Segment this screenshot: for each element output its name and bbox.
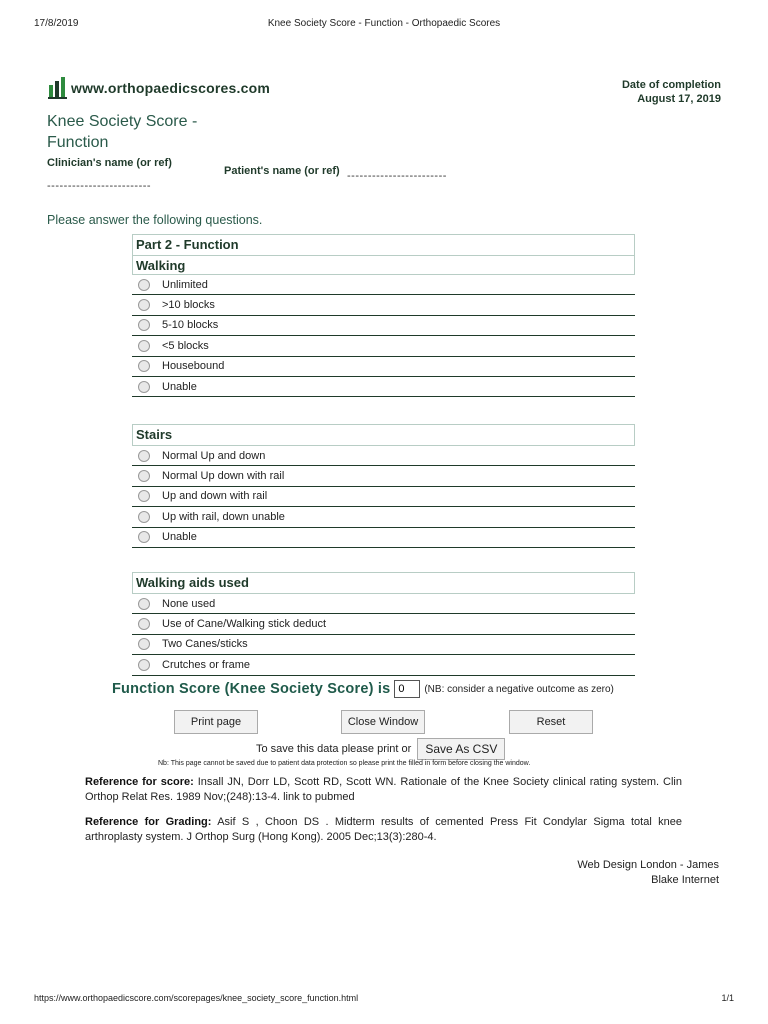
radio-button[interactable] <box>138 490 150 502</box>
option-row[interactable] <box>132 594 635 614</box>
radio-button[interactable] <box>138 618 150 630</box>
page-title: Knee Society Score - Function <box>47 113 198 151</box>
print-footer-url: https://www.orthopaedicscore.com/scorepages/knee_society_score_function.html <box>34 993 359 1003</box>
clinician-field[interactable]: ------------------------- <box>47 180 152 192</box>
option-row[interactable] <box>132 336 635 356</box>
option-label: Up with rail, down unable <box>162 510 285 523</box>
radio-button[interactable] <box>138 511 150 523</box>
clinician-label: Clinician's name (or ref) <box>47 157 172 169</box>
radio-button[interactable] <box>138 531 150 543</box>
radio-button[interactable] <box>138 381 150 393</box>
option-label: Unable <box>162 380 197 393</box>
patient-field[interactable]: ------------------------ <box>347 170 447 182</box>
section-walking <box>132 234 635 397</box>
radio-button[interactable] <box>138 659 150 671</box>
options-walking <box>132 275 635 397</box>
score-input[interactable] <box>394 680 420 698</box>
print-date: 17/8/2019 <box>34 18 79 29</box>
radio-button[interactable] <box>138 319 150 331</box>
print-button[interactable]: Print page <box>174 710 258 734</box>
option-row[interactable] <box>132 528 635 548</box>
print-title: Knee Society Score - Function - Orthopaedic Scores <box>267 18 501 29</box>
option-label: Crutches or frame <box>162 658 251 671</box>
credits[interactable] <box>577 858 719 888</box>
completion-label: Date of completion <box>621 79 721 91</box>
radio-button[interactable] <box>138 638 150 650</box>
completion-block <box>622 78 721 106</box>
radio-button[interactable] <box>138 450 150 462</box>
option-row[interactable] <box>132 635 635 655</box>
score-label: Function Score (Knee Society Score) is <box>112 681 391 697</box>
save-csv-button[interactable]: Save As CSV <box>417 738 505 760</box>
reference-score <box>85 775 682 805</box>
option-row[interactable] <box>132 655 635 675</box>
option-label: Up and down with rail <box>162 490 268 503</box>
option-row[interactable] <box>132 377 635 397</box>
nb-note: Nb: This page cannot be saved due to patient data protection so please print the filled in form before closing the window. <box>158 760 531 767</box>
option-label: >10 blocks <box>162 299 215 312</box>
reference-score-text[interactable]: Insall JN, Dorr LD, Scott RD, Scott WN. Rationale of the Knee Society clinical rating system. Clin Orthop Relat Res. 1989 Nov;(248):13-4. link to pubmed <box>85 776 682 803</box>
section-stairs <box>132 424 635 548</box>
reference-grading <box>85 815 682 845</box>
reset-button[interactable]: Reset <box>509 710 593 734</box>
reference-grading-label: Reference for Grading: <box>85 816 212 828</box>
options-stairs <box>132 446 635 548</box>
radio-button[interactable] <box>138 598 150 610</box>
reference-score-label: Reference for score: <box>85 776 194 788</box>
print-footer-page: 1/1 <box>721 993 734 1003</box>
option-row[interactable] <box>132 295 635 315</box>
credits-line-1: Web Design London - James <box>577 859 719 871</box>
options-walking-aids <box>132 594 635 676</box>
option-label: 5-10 blocks <box>162 319 219 332</box>
radio-button[interactable] <box>138 470 150 482</box>
save-row <box>256 738 505 760</box>
completion-date: August 17, 2019 <box>637 93 721 105</box>
radio-button[interactable] <box>138 279 150 291</box>
option-label: Normal Up down with rail <box>162 470 285 483</box>
option-row[interactable] <box>132 275 635 295</box>
patient-label: Patient's name (or ref) <box>224 165 340 177</box>
score-row <box>112 680 614 698</box>
instructions: Please answer the following questions. <box>47 213 263 227</box>
radio-button[interactable] <box>138 340 150 352</box>
option-row[interactable] <box>132 507 635 527</box>
section-title: Walking aids used <box>132 572 635 594</box>
option-label: Two Canes/sticks <box>162 638 248 651</box>
part-title: Part 2 - Function <box>132 234 635 256</box>
option-label: <5 blocks <box>162 339 209 352</box>
option-row[interactable] <box>132 466 635 486</box>
section-title: Walking <box>132 256 635 275</box>
radio-button[interactable] <box>138 360 150 372</box>
option-label: None used <box>162 597 216 610</box>
section-walking-aids <box>132 572 635 676</box>
option-row[interactable] <box>132 357 635 377</box>
section-title: Stairs <box>132 424 635 446</box>
close-window-button[interactable]: Close Window <box>341 710 425 734</box>
site-url: www.orthopaedicscores.com <box>71 80 270 96</box>
option-row[interactable] <box>132 316 635 336</box>
option-label: Unable <box>162 531 197 544</box>
option-row[interactable] <box>132 487 635 507</box>
save-text: To save this data please print or <box>256 743 412 755</box>
bar-chart-logo-icon <box>48 77 68 99</box>
option-row[interactable] <box>132 614 635 634</box>
option-label: Housebound <box>162 360 225 373</box>
site-logo[interactable] <box>48 77 270 99</box>
score-note: (NB: consider a negative outcome as zero) <box>424 683 614 695</box>
reference-grading-text: Asif S , Choon DS . Midterm results of cemented Press Fit Condylar Sigma total knee arthroplasty system. J Orthop Surg (Hong Kong). 2005 Dec;13(3):280-4. <box>85 816 682 843</box>
credits-line-2: Blake Internet <box>651 874 719 886</box>
option-label: Use of Cane/Walking stick deduct <box>162 618 327 631</box>
option-label: Normal Up and down <box>162 449 266 462</box>
radio-button[interactable] <box>138 299 150 311</box>
option-label: Unlimited <box>162 278 208 291</box>
option-row[interactable] <box>132 446 635 466</box>
